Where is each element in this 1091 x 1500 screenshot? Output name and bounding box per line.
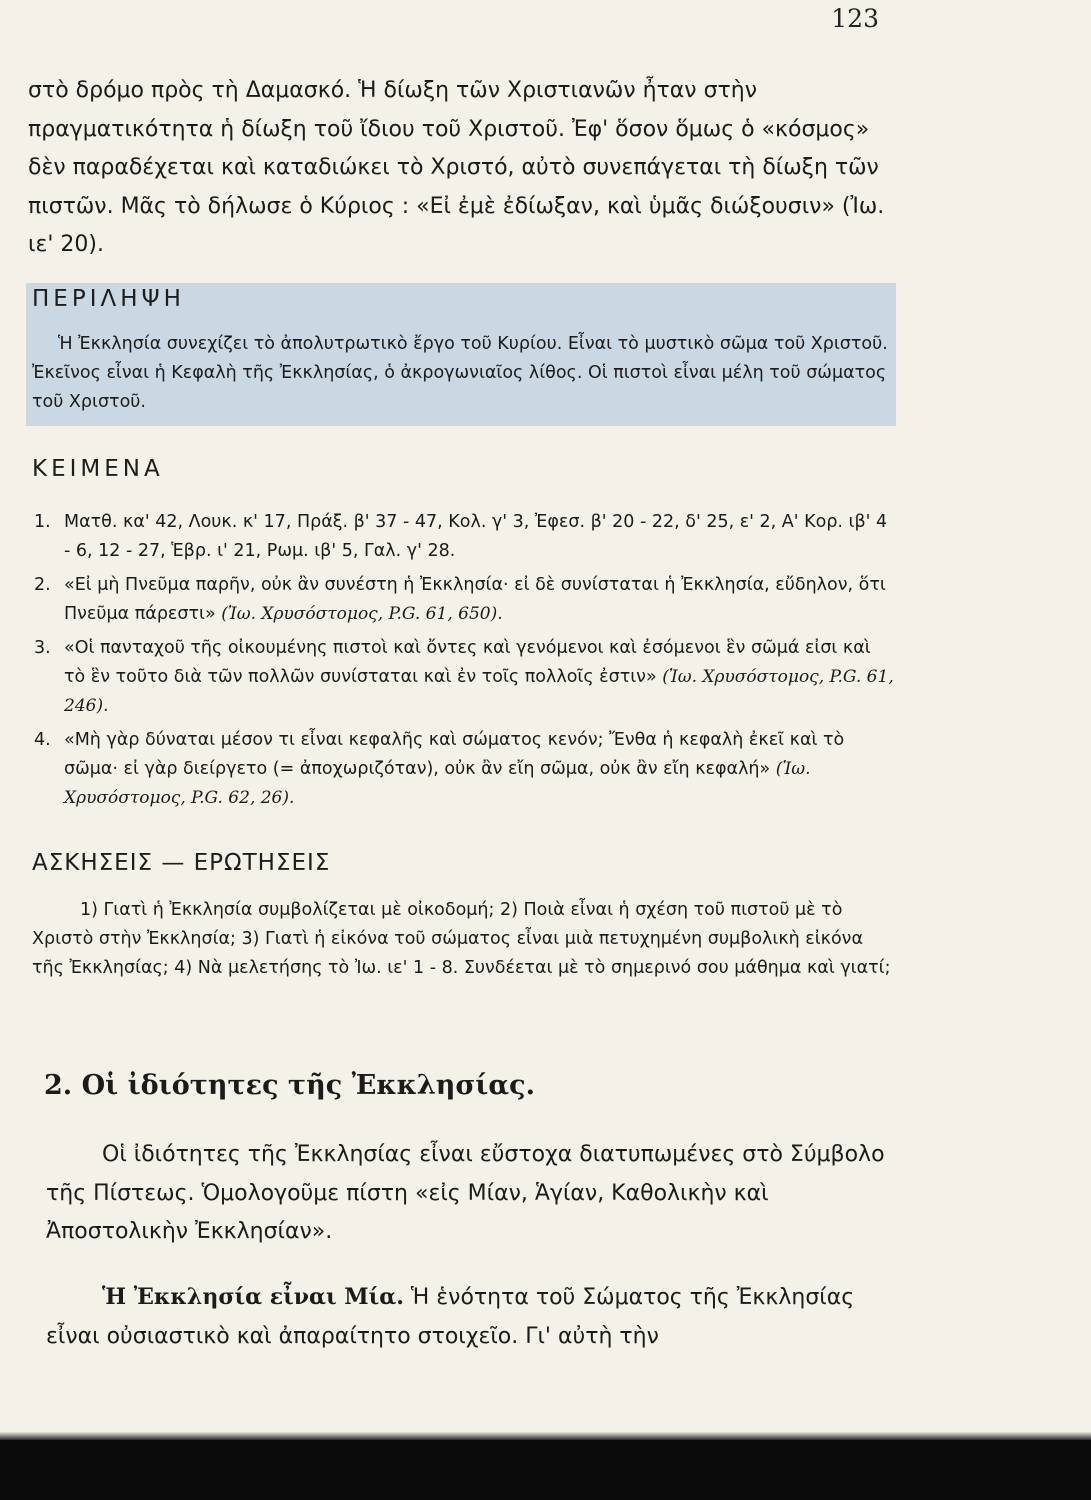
item-text: «Οἱ πανταχοῦ τῆς οἰκουμένης πιστοὶ καὶ ὄντες καὶ γενόμενοι καὶ ἐσόμενοι ἓν σῶμά εἰσι καὶ τὸ ἓν τοῦτο διὰ τῶν πολλῶν συνίσταται καὶ ἐν τοῖς πολλοῖς ἐστιν» (64, 638, 871, 687)
list-item (32, 634, 894, 721)
exercises-heading: ΑΣΚΗΣΕΙΣ — ΕΡΩΤΗΣΕΙΣ (32, 850, 331, 876)
paragraph-text: Ἡ ἑνότητα τοῦ Σώματος τῆς Ἐκκλησίας εἶναι οὐσιαστικὸ καὶ ἀπαραίτητο στοιχεῖο. Γι' αὐτὴ τὴν (46, 1285, 855, 1349)
item-citation: (Ἰω. Χρυσόστομος, P.G. 62, 26). (64, 759, 811, 808)
intro-paragraph: στὸ δρόμο πρὸς τὴ Δαμασκό. Ἡ δίωξη τῶν Χριστιανῶν ἦταν στὴν πραγματικότητα ἡ δίωξη τοῦ ἴδιου τοῦ Χριστοῦ. Ἐφ' ὅσον ὅμως ὁ «κόσμος» δὲν παραδέχεται καὶ καταδιώκει τὸ Χριστό, αὐτὸ συνεπάγεται τὴ δίωξη τῶν πιστῶν. Μᾶς τὸ δήλωσε ὁ Κύριος : «Εἰ ἐμὲ ἐδίωξαν, καὶ ὑμᾶς διώξουσιν» (Ἰω. ιε' 20). (28, 78, 885, 257)
texts-heading: ΚΕΙΜΕΝΑ (32, 456, 164, 482)
summary-heading: ΠΕΡΙΛΗΨΗ (32, 286, 185, 312)
list-item (32, 571, 894, 629)
texts-list (32, 508, 894, 818)
item-number: 1. (34, 512, 51, 532)
item-text: «Μὴ γὰρ δύναται μέσον τι εἶναι κεφαλῆς καὶ σώματος κενόν; Ἔνθα ἡ κεφαλὴ ἐκεῖ καὶ τὸ σῶμα· εἰ γὰρ διείργετο (= ἀποχωριζόταν), οὐκ ἂν εἴη σῶμα, οὐκ ἂν εἴη κεφαλή» (64, 730, 845, 779)
page-edge-shadow (0, 1432, 1091, 1440)
item-citation: (Ἰω. Χρυσόστομος, P.G. 61, 650). (221, 604, 503, 624)
chapter-paragraph (46, 1278, 894, 1356)
scan-border (0, 1440, 1091, 1500)
exercises-text: 1) Γιατὶ ἡ Ἐκκλησία συμβολίζεται μὲ οἰκοδομή; 2) Ποιὰ εἶναι ἡ σχέση τοῦ πιστοῦ μὲ τὸ Χριστὸ στὴν Ἐκκλησία; 3) Γιατὶ ἡ εἰκόνα τοῦ σώματος εἶναι μιὰ πετυχημένη συμβολικὴ εἰκόνα τῆς Ἐκκλησίας; 4) Νὰ μελετήσης τὸ Ἰω. ιε' 1 - 8. Συνδέεται μὲ τὸ σημερινό σου μάθημα καὶ γιατί; (32, 900, 891, 978)
page-number: 123 (831, 4, 879, 33)
list-item (32, 508, 894, 566)
chapter-paragraph: Οἱ ἰδιότητες τῆς Ἐκκλησίας εἶναι εὔστοχα διατυπωμένες στὸ Σύμβολο τῆς Πίστεως. Ὁμολογοῦμε πίστη «εἰς Μίαν, Ἁγίαν, Καθολικὴν καὶ Ἀποστολικὴν Ἐκκλησίαν». (46, 1142, 885, 1244)
item-citation: (Ἰω. Χρυσόστομος, P.G. 61, 246). (64, 667, 894, 716)
item-number: 3. (34, 638, 51, 658)
item-text: Ματθ. κα' 42, Λουκ. κ' 17, Πράξ. β' 37 - 47, Κολ. γ' 3, Ἐφεσ. β' 20 - 22, δ' 25, ε' 2, Α' Κορ. ιβ' 4 - 6, 12 - 27, Ἑβρ. ι' 21, Ρωμ. ιβ' 5, Γαλ. γ' 28. (64, 512, 888, 561)
chapter-title: 2. Οἱ ἰδιότητες τῆς Ἐκκλησίας. (44, 1070, 535, 1101)
list-item (32, 726, 894, 813)
item-text: «Εἰ μὴ Πνεῦμα παρῆν, οὐκ ἂν συνέστη ἡ Ἐκκλησία· εἰ δὲ συνίσταται ἡ Ἐκκλησία, εὔδηλον, ὅτι Πνεῦμα πάρεστι» (64, 575, 886, 624)
paragraph-lead: Ἡ Ἐκκλησία εἶναι Μία. (102, 1284, 404, 1310)
item-number: 4. (34, 730, 51, 750)
summary-text: Ἡ Ἐκκλησία συνεχίζει τὸ ἀπολυτρωτικὸ ἔργο τοῦ Κυρίου. Εἶναι τὸ μυστικὸ σῶμα τοῦ Χριστοῦ. Ἐκεῖνος εἶναι ἡ Κεφαλὴ τῆς Ἐκκλησίας, ὁ ἀκρογωνιαῖος λίθος. Οἱ πιστοὶ εἶναι μέλη τοῦ σώματος τοῦ Χριστοῦ. (32, 334, 888, 412)
item-number: 2. (34, 575, 51, 595)
